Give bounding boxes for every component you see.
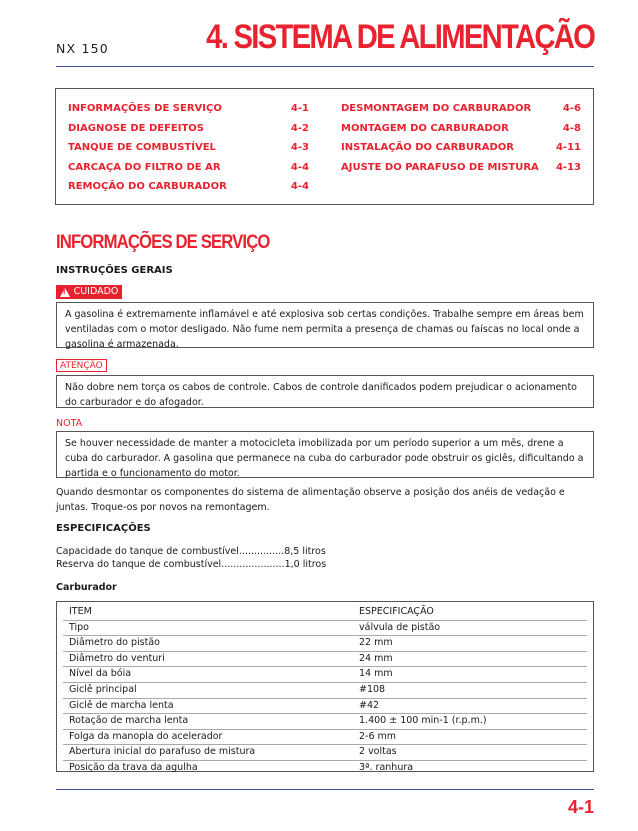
toc-item-label: CARCAÇA DO FILTRO DE AR	[68, 161, 221, 173]
caution-badge	[56, 285, 122, 299]
toc-item-label: MONTAGEM DO CARBURADOR	[341, 122, 509, 134]
toc-item[interactable]	[68, 158, 309, 178]
toc-item-page: 4-1	[290, 103, 309, 114]
table-row	[57, 729, 593, 745]
toc-item-page: 4-2	[290, 122, 309, 134]
carburetor-heading: Carburador	[56, 582, 117, 593]
chapter-title: 4. SISTEMA DE ALIMENTAÇÃO	[205, 18, 594, 56]
spec-item: Giclê principal	[69, 683, 137, 695]
toc-item[interactable]	[68, 119, 309, 139]
tank-capacity: Capacidade do tanque de combustível...............8,5 litros	[56, 546, 326, 557]
table-row	[57, 760, 593, 776]
toc-item-page: 4-3	[290, 142, 309, 154]
toc-item-page: 4-8	[562, 122, 581, 134]
table-row	[57, 635, 593, 651]
spec-value: 3ª. ranhura	[359, 761, 414, 773]
spec-item: Diâmetro do pistão	[69, 637, 160, 649]
spec-item: Rotação de marcha lenta	[69, 715, 189, 727]
header-divider	[56, 66, 594, 67]
toc-item-label: TANQUE DE COMBUSTÍVEL	[68, 142, 216, 154]
table-row	[57, 620, 593, 636]
spec-item: Diâmetro do venturi	[69, 652, 165, 664]
toc-left-column	[68, 99, 309, 197]
spec-value: válvula de pistão	[359, 621, 441, 633]
toc-item[interactable]	[68, 138, 309, 158]
column-header-item: ITEM	[69, 606, 92, 617]
tank-reserve: Reserva do tanque de combustível.....................1,0 litros	[56, 559, 327, 570]
spec-value: 14 mm	[359, 668, 393, 680]
toc-item[interactable]	[68, 177, 309, 197]
table-row	[57, 666, 593, 682]
table-row	[57, 713, 593, 729]
toc-right-column	[341, 99, 581, 177]
toc-item[interactable]	[341, 99, 581, 119]
general-instructions-heading: INSTRUÇÕES GERAIS	[56, 265, 173, 276]
footer-divider	[56, 789, 594, 790]
section-title: INFORMAÇÕES DE SERVIÇO	[56, 232, 270, 253]
carburetor-spec-table	[56, 601, 594, 772]
note-box: Se houver necessidade de manter a motocicleta imobilizada por um período superior a um mês, drene a cuba do carburador. A gasolina que permanece na cuba do carburador pode obstruir os giclês, dificultando a partida e o funcionamento do motor.	[56, 431, 594, 478]
caution-box: A gasolina é extremamente inflamável e até explosiva sob certas condições. Trabalhe sempre em áreas bem ventiladas com o motor desligado. Não fume nem permita a presença de chamas ou faíscas no local onde a gasolina é armazenada.	[56, 302, 594, 348]
toc-item[interactable]	[341, 138, 581, 158]
specifications-heading: ESPECIFICAÇÕES	[56, 523, 151, 534]
toc-item[interactable]	[68, 99, 309, 119]
toc-item-label: DESMONTAGEM DO CARBURADOR	[341, 103, 532, 114]
spec-item: Nível da bóia	[69, 668, 132, 680]
disassembly-paragraph: Quando desmontar os componentes do sistema de alimentação observe a posição dos anéis de vedação e juntas. Troque-os por novos na remontagem.	[56, 487, 565, 513]
spec-value: 2-6 mm	[359, 730, 397, 742]
table-row	[57, 651, 593, 667]
spec-item: Giclê de marcha lenta	[69, 699, 174, 711]
warning-icon	[60, 288, 70, 297]
toc-item[interactable]	[341, 119, 581, 139]
attention-box: Não dobre nem torça os cabos de controle. Cabos de controle danificados podem prejudicar o acionamento do carburador e do afogador.	[56, 375, 594, 408]
toc-item-page: 4-6	[562, 103, 581, 114]
spec-item: Tipo	[69, 621, 89, 633]
note-label: NOTA	[56, 418, 83, 429]
toc-item[interactable]	[341, 158, 581, 178]
table-of-contents	[55, 88, 594, 205]
column-header-value: ESPECIFICAÇÃO	[359, 606, 434, 617]
spec-item: Posição da trava da agulha	[69, 761, 198, 773]
attention-label: ATENÇÃO	[56, 359, 107, 372]
spec-value: 24 mm	[359, 652, 393, 664]
table-row	[57, 698, 593, 714]
spec-value: #108	[359, 683, 386, 695]
toc-item-page: 4-4	[290, 181, 309, 193]
spec-value: 22 mm	[359, 637, 393, 649]
table-header-row	[57, 604, 593, 620]
toc-item-label: REMOÇÃO DO CARBURADOR	[68, 181, 227, 193]
spec-value: 2 voltas	[359, 746, 397, 758]
toc-item-page: 4-13	[555, 161, 581, 173]
toc-item-page: 4-4	[290, 161, 309, 173]
toc-item-label: INSTALAÇÃO DO CARBURADOR	[341, 142, 514, 154]
page-number: 4-1	[567, 797, 594, 817]
spec-item: Abertura inicial do parafuso de mistura	[69, 746, 256, 758]
spec-value: 1.400 ± 100 min-1 (r.p.m.)	[359, 715, 487, 727]
toc-item-label: INFORMAÇÕES DE SERVIÇO	[68, 103, 222, 114]
table-row	[57, 682, 593, 698]
spec-item: Folga da manopla do acelerador	[69, 730, 223, 742]
spec-value: #42	[359, 699, 380, 711]
toc-item-label: DIAGNOSE DE DEFEITOS	[68, 122, 205, 134]
caution-label: CUIDADO	[73, 286, 119, 297]
toc-item-page: 4-11	[555, 142, 581, 154]
model-name: NX 150	[56, 41, 109, 56]
table-row	[57, 744, 593, 760]
toc-item-label: AJUSTE DO PARAFUSO DE MISTURA	[341, 161, 539, 173]
